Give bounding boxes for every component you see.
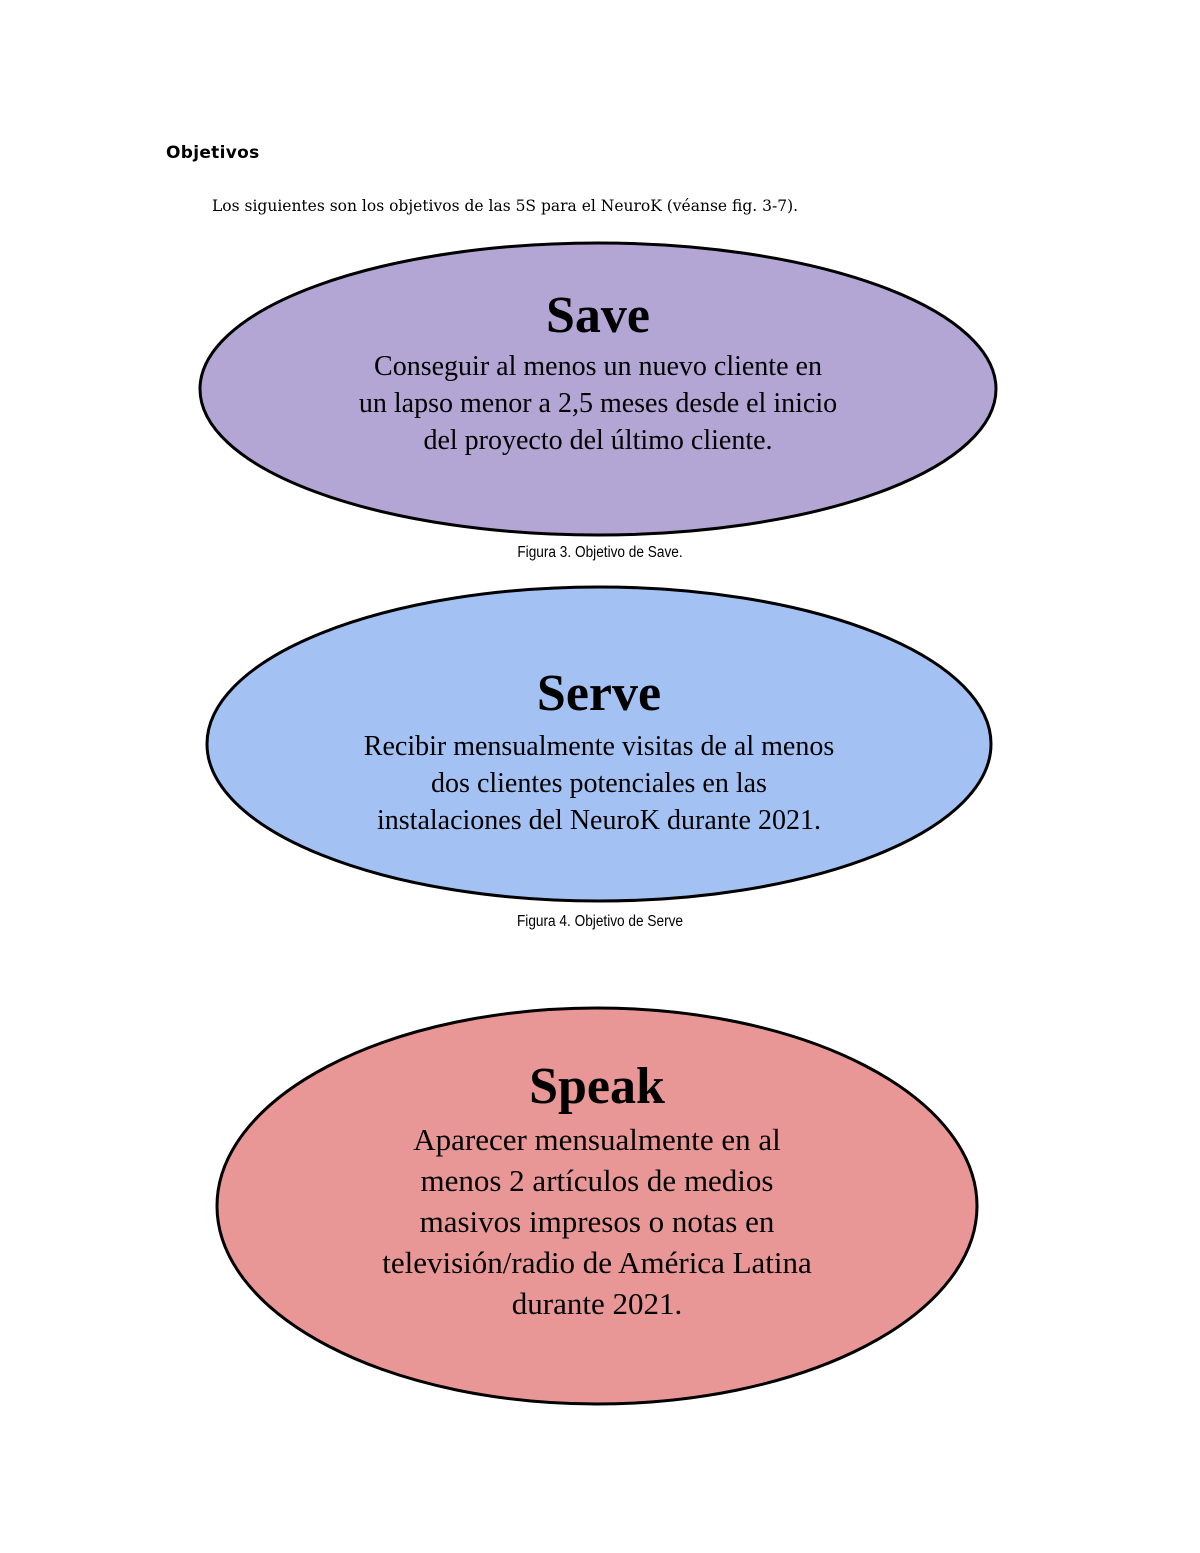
figure-line: masivos impresos o notas en <box>419 1204 775 1239</box>
figure-caption-serve: Figura 4. Objetivo de Serve <box>516 913 684 930</box>
figure-line: Recibir mensualmente visitas de al menos <box>363 731 835 762</box>
figure-caption-save: Figura 3. Objetivo de Save. <box>517 544 683 561</box>
intro-paragraph: Los siguientes son los objetivos de las 5S para el NeuroK (véanse fig. 3-7). <box>212 197 799 215</box>
figure-line: Aparecer mensualmente en al <box>413 1122 781 1157</box>
figure-title: Speak <box>529 1058 665 1115</box>
figure-line: dos clientes potenciales en las <box>431 768 767 799</box>
figure-line: durante 2021. <box>511 1286 683 1321</box>
figure-speak <box>212 1003 982 1410</box>
figure-line: del proyecto del último cliente. <box>423 425 773 456</box>
figure-title: Save <box>546 287 650 344</box>
figure-line: un lapso menor a 2,5 meses desde el inicio <box>358 388 838 419</box>
figure-save <box>195 238 1001 540</box>
section-heading: Objetivos <box>166 143 260 163</box>
figure-text <box>212 1058 982 1324</box>
figure-serve <box>202 582 996 906</box>
figure-line: menos 2 artículos de medios <box>420 1163 774 1198</box>
figure-line: Conseguir al menos un nuevo cliente en <box>374 351 822 382</box>
figure-title: Serve <box>536 665 662 722</box>
figure-line: instalaciones del NeuroK durante 2021. <box>377 805 821 836</box>
figure-text <box>202 665 996 839</box>
figure-line: televisión/radio de América Latina <box>382 1245 812 1280</box>
figure-text <box>195 287 1001 459</box>
